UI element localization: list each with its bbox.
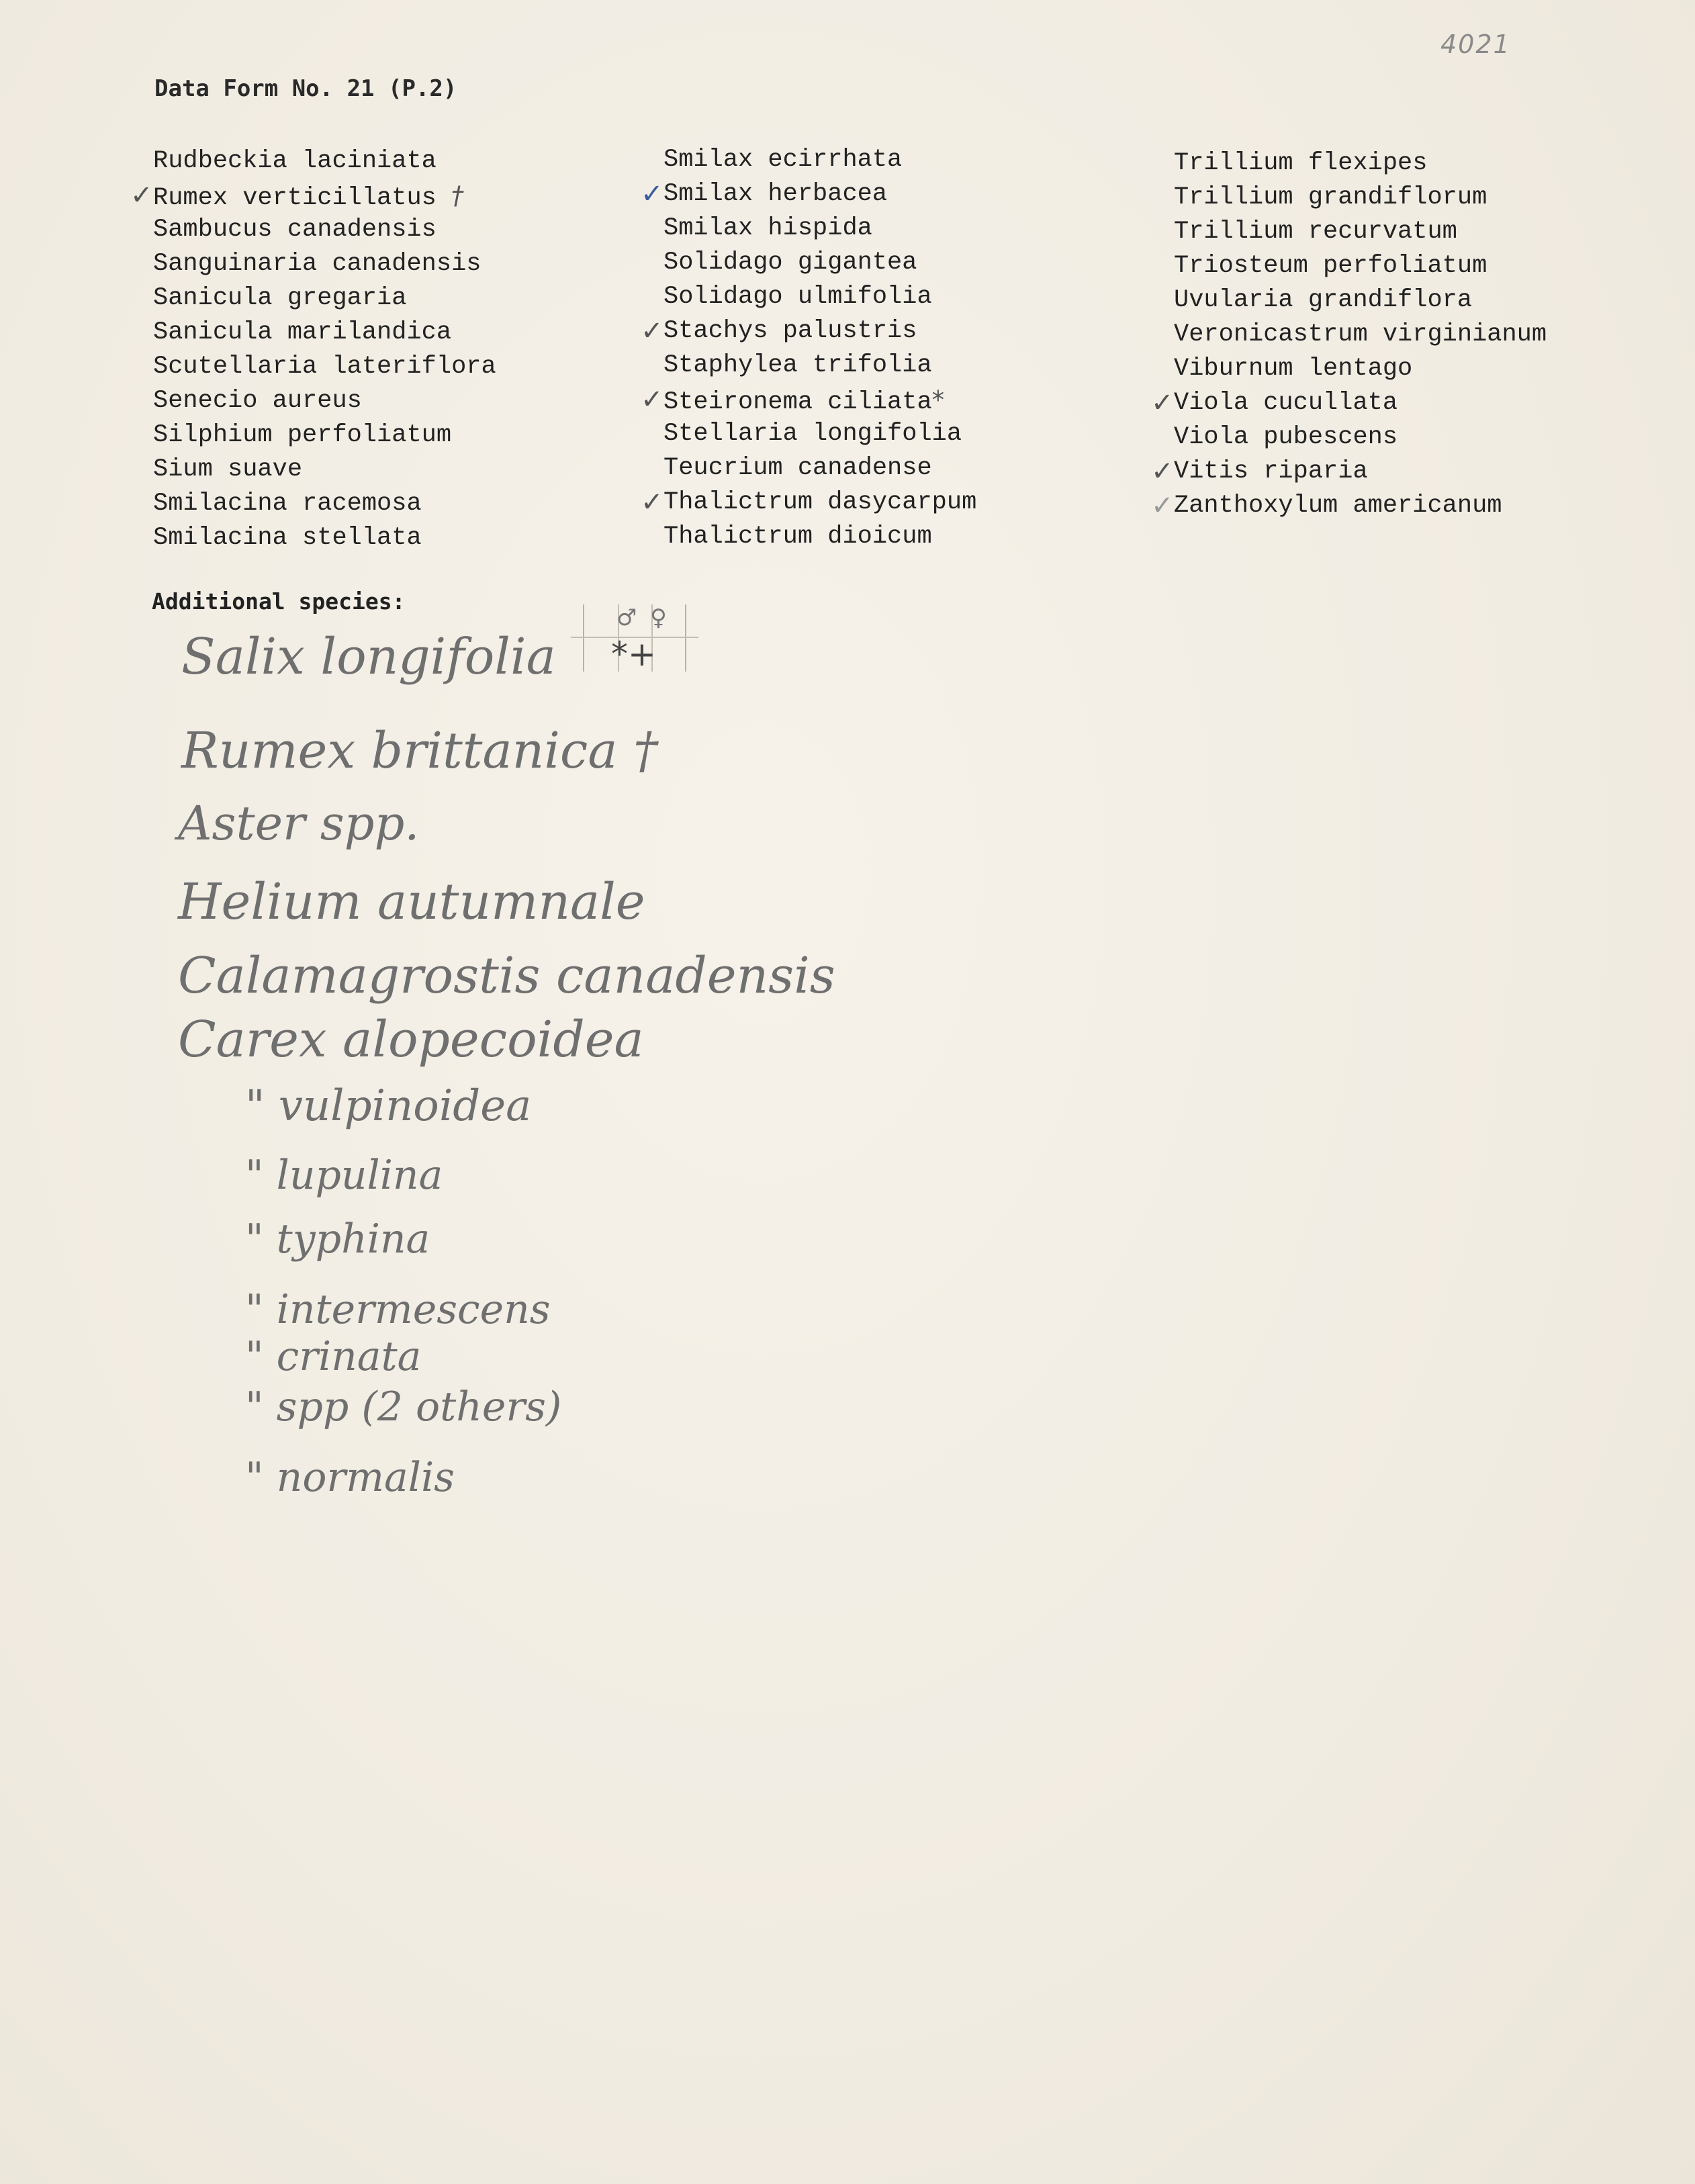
species-item: Solidago ulmifolia	[663, 283, 932, 311]
species-column-3	[1151, 146, 1547, 523]
species-item: Veronicastrum virginianum	[1174, 320, 1547, 349]
check-mark-icon: ✓	[641, 316, 663, 347]
species-item: ✓ Thalictrum dasycarpum	[663, 486, 976, 520]
handwritten-species: " lupulina	[245, 1152, 443, 1199]
species-item: Smilacina stellata	[153, 524, 422, 552]
species-item: Sanguinaria canadensis	[153, 250, 482, 278]
species-item: Sanicula gregaria	[153, 284, 407, 312]
species-item: Senecio aureus	[153, 387, 362, 415]
species-item: Stellaria longifolia	[663, 420, 962, 448]
species-item: Staphylea trifolia	[663, 351, 932, 379]
handwritten-species: " normalis	[245, 1454, 455, 1501]
additional-species-label: Additional species:	[152, 588, 406, 615]
check-mark-icon: ✓	[1151, 456, 1174, 487]
species-column-1	[130, 144, 496, 555]
handwritten-species: " spp (2 others)	[245, 1383, 562, 1430]
handwritten-species: Helium autumnale	[178, 873, 645, 931]
species-item: Uvularia grandiflora	[1174, 286, 1473, 314]
handwritten-species: Carex alopecoidea	[178, 1011, 644, 1068]
species-item: ✓ Smilax herbacea	[663, 177, 976, 212]
handwritten-species: " vulpinoidea	[245, 1081, 532, 1131]
species-item: Smilacina racemosa	[153, 490, 422, 518]
species-item: Smilax ecirrhata	[663, 146, 903, 174]
male-symbol-icon: ♂	[616, 604, 637, 631]
star-plus-mark: *+	[611, 635, 656, 674]
species-item: Viburnum lentago	[1174, 355, 1413, 383]
species-item: ✓ Rumex verticillatus †	[130, 180, 464, 212]
asterisk-mark: *	[931, 385, 945, 414]
page-number-note: 4021	[1440, 30, 1511, 59]
species-item: Teucrium canadense	[663, 454, 932, 482]
check-mark-icon: ✓	[1151, 388, 1174, 418]
check-mark-icon: ✓	[641, 384, 663, 415]
species-item: ✓ Zanthoxylum americanum	[1174, 489, 1547, 523]
species-item: Trillium grandiflorum	[1174, 183, 1487, 212]
species-item: Sambucus canadensis	[153, 216, 437, 244]
check-mark-icon: ✓	[641, 487, 663, 518]
species-item: Solidago gigantea	[663, 248, 917, 277]
species-item: Sium suave	[153, 455, 303, 484]
species-item: Silphium perfoliatum	[153, 421, 452, 449]
species-item: Trillium flexipes	[1174, 149, 1428, 177]
species-item: ✓ Viola cucullata	[1174, 386, 1547, 420]
handwritten-species: Salix longifolia	[181, 628, 556, 686]
handwritten-species: " typhina	[245, 1216, 430, 1263]
species-item: Thalictrum dioicum	[663, 522, 932, 551]
species-item: ✓ Stachys palustris	[663, 314, 976, 349]
check-mark-icon: ✓	[1151, 490, 1174, 521]
species-item: Trillium recurvatum	[1174, 218, 1457, 246]
species-item: Smilax hispida	[663, 214, 872, 242]
female-symbol-icon: ♀	[650, 604, 667, 631]
species-item: Sanicula marilandica	[153, 318, 452, 347]
species-item: ✓ Vitis riparia	[1174, 455, 1547, 489]
handwritten-species: Calamagrostis canadensis	[178, 947, 835, 1005]
species-item: ✓ Steironema ciliata*	[641, 384, 945, 416]
form-title: Data Form No. 21 (P.2)	[154, 75, 457, 102]
species-item: Viola pubescens	[1174, 423, 1398, 451]
handwritten-species: Rumex brittanica †	[181, 722, 659, 780]
species-item: Scutellaria lateriflora	[153, 353, 496, 381]
handwritten-species: " crinata	[245, 1333, 422, 1380]
handwritten-species: Aster spp.	[178, 796, 420, 851]
handwritten-species: " intermescens	[245, 1286, 551, 1333]
check-mark-icon: ✓	[130, 180, 153, 211]
check-mark-icon: ✓	[641, 179, 663, 210]
species-item: Triosteum perfoliatum	[1174, 252, 1487, 280]
dagger-mark: †	[451, 181, 464, 210]
species-item: Rudbeckia laciniata	[153, 147, 437, 175]
species-column-2	[641, 143, 977, 554]
